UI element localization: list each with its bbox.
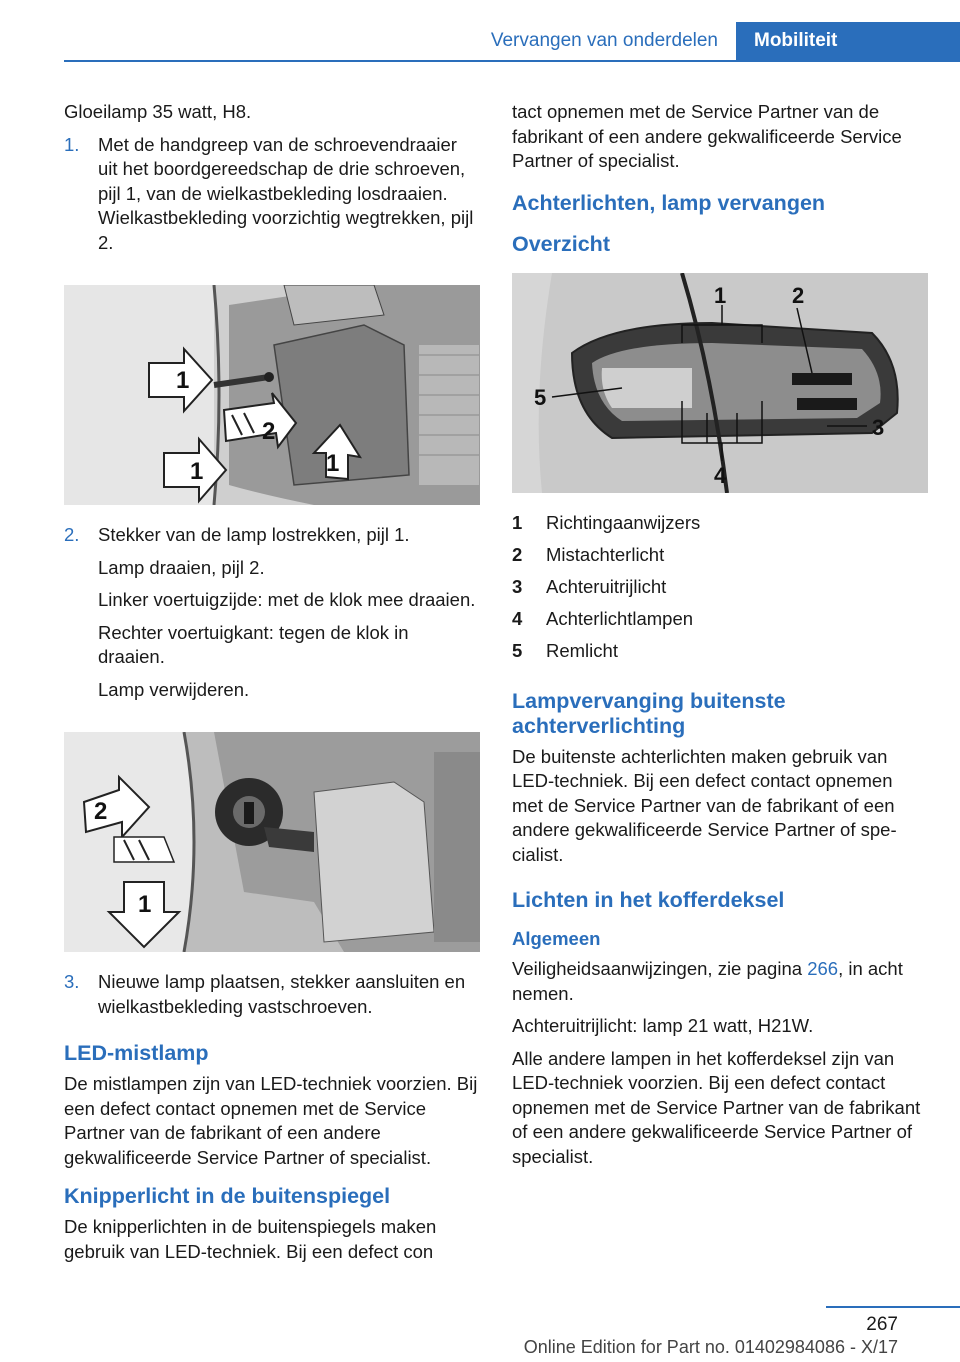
header-chapter-tab: Mobiliteit: [736, 22, 960, 60]
step-line: Linker voertuigzijde: met de klok mee draaien.: [98, 589, 476, 610]
step-text: Met de handgreep van de schroevendraaier uit het boordgereedschap de drie schroeven, pijl 1, van de wielkastbekleding losdraaien. Wielkastbekleding voorzichtig wegtrekken, pijl 2.: [98, 133, 474, 253]
step-1: [64, 133, 480, 264]
legend-number: 4: [512, 607, 523, 629]
legend-number: 1: [512, 511, 523, 533]
safety-text: Veiligheidsaanwijzingen, zie pagina: [512, 958, 808, 979]
subheading-general: Algemeen: [512, 928, 601, 949]
figure-callout: 1: [190, 458, 204, 485]
step-line: Rechter voertuigkant: tegen de klok in draaien.: [98, 621, 409, 667]
legend-item: [512, 571, 928, 603]
legend-item: [512, 603, 928, 635]
legend-item: [512, 635, 928, 667]
page-header: [64, 22, 960, 62]
figure-callout: 1: [138, 891, 152, 918]
figure-callout: 3: [872, 414, 885, 440]
figure-callout: 1: [714, 282, 727, 308]
safety-reference: [512, 957, 928, 1006]
figure-lamp-removal: [64, 732, 480, 952]
led-fog-text: De mistlampen zijn van LED-techniek voorzien. Bij een defect contact opnemen met de Service Partner van de fabrikant of een andere gekwalificeerde Service Partner of specialist.: [64, 1073, 478, 1168]
mirror-indicator-text: De knipperlichten in de buitenspiegels maken gebruik van LED-techniek. Bij een defect con: [64, 1216, 437, 1262]
step-number: 1.: [64, 133, 80, 155]
section-heading-led-fog: LED-mistlamp: [64, 1041, 209, 1065]
subheading-overview: Overzicht: [512, 231, 610, 256]
page-link-266[interactable]: 266: [807, 958, 839, 979]
legend-number: 5: [512, 639, 523, 661]
header-section-title: Vervangen van onderdelen: [490, 30, 718, 51]
page-number: 267: [866, 1314, 898, 1335]
step-number: 2.: [64, 524, 80, 545]
legend-label: Achterlichtlampen: [546, 607, 694, 629]
legend-label: Remlicht: [546, 639, 618, 661]
reverse-light-spec: Achteruitrijlicht: lamp 21 watt, H21W.: [512, 1015, 814, 1036]
figure-callout: 2: [94, 798, 108, 825]
legend-item: [512, 539, 928, 571]
figure-callout: 5: [534, 384, 547, 410]
edition-footer: Online Edition for Part no. 01402984086 - X/17: [523, 1337, 898, 1357]
section-heading-outer-rear-lights: Lampvervanging buitenste achterverlichting: [512, 688, 786, 738]
figure-callout: 2: [792, 282, 805, 308]
footer-rule: [826, 1306, 960, 1308]
figure-callout: 1: [326, 450, 340, 477]
legend-label: Richtingaanwijzers: [546, 511, 701, 533]
legend-number: 2: [512, 543, 523, 565]
right-column: [512, 100, 928, 1177]
legend-item: [512, 507, 928, 539]
section-heading-trunk-lights: Lichten in het kofferdeksel: [512, 888, 785, 912]
outer-rear-lights-text: De buitenste achterlichten maken gebruik van LED-techniek. Bij een defect contact opnemen met de Service Partner van de fabrikant of een andere gekwalificeerde Service Partner of specialist.: [512, 745, 897, 865]
left-column: [64, 100, 480, 1272]
step-line: Lamp draaien, pijl 2.: [98, 556, 265, 578]
step-line: Lamp verwijderen.: [98, 678, 250, 700]
section-heading-rear-lights: Achterlichten, lamp vervangen: [512, 190, 826, 215]
safety-text-end: , in acht nemen.: [512, 958, 903, 1004]
trunk-led-text: Alle andere lampen in het kofferdeksel zijn van LED-techniek voorzien. Bij een defect contact opnemen met de Service Partner van de fabrikant of een andere gekwalificeerde Service Partner of specialist.: [512, 1047, 921, 1167]
figure-callout: 1: [176, 367, 190, 394]
step-2: [64, 523, 480, 710]
step-number: 3.: [64, 971, 80, 992]
step-3: [64, 970, 480, 1027]
step-text: Nieuwe lamp plaatsen, stekker aansluiten en wielkastbekleding vastschroeven.: [98, 971, 466, 1017]
figure-callout: 2: [262, 418, 276, 445]
figure-callout: 4: [714, 462, 727, 488]
figure-wheel-arch-lining: [64, 285, 480, 505]
legend-label: Achteruitrijlicht: [546, 575, 667, 597]
legend-number: 3: [512, 575, 523, 597]
bulb-spec-text: Gloeilamp 35 watt, H8.: [64, 101, 252, 122]
section-heading-mirror-indicator: Knipperlicht in de buitenspiegel: [64, 1184, 391, 1208]
step-line: Stekker van de lamp lostrekken, pijl 1.: [98, 524, 410, 545]
overview-legend: [512, 507, 928, 667]
figure-rear-light-overview: [512, 273, 928, 493]
continued-text: tact opnemen met de Service Partner van de fabrikant of een andere gekwalificeerde Service Partner of specialist.: [512, 101, 902, 171]
legend-label: Mistachterlicht: [546, 543, 665, 565]
